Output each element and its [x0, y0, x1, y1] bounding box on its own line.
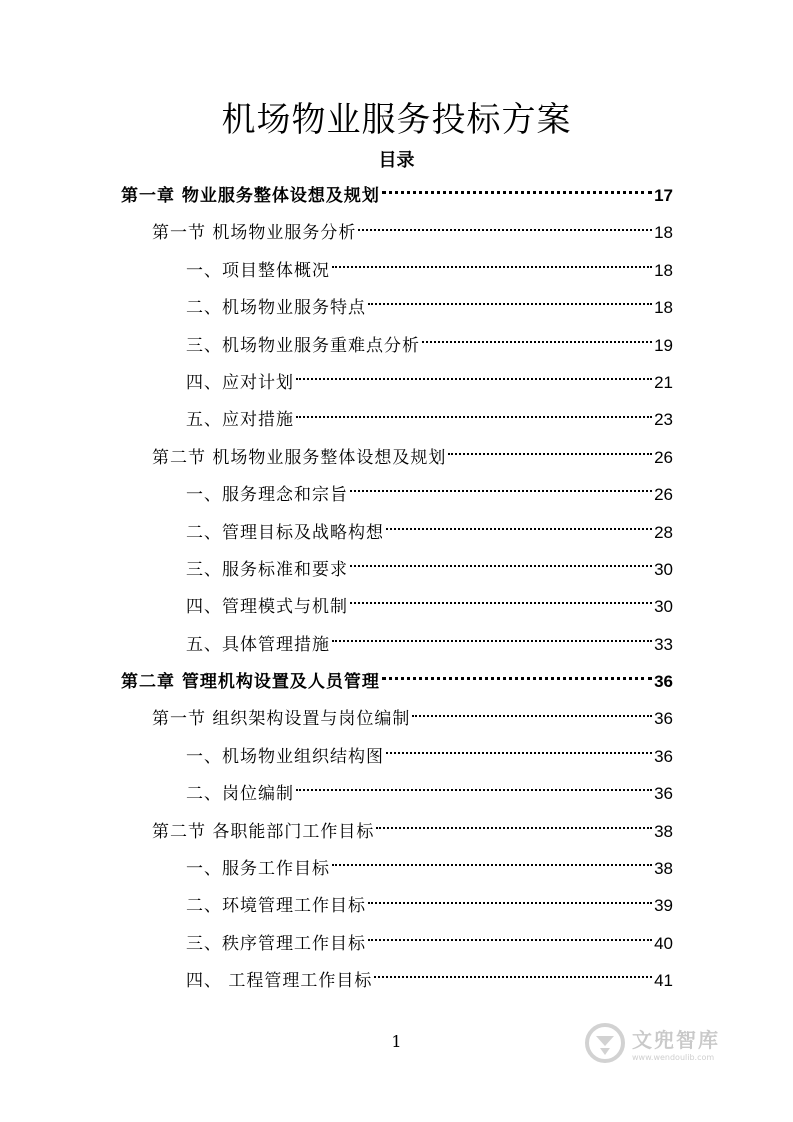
toc-entry-page: 36 — [654, 709, 673, 729]
toc-entry-label: 五、应对措施 — [186, 410, 294, 431]
toc-dot-leader — [368, 938, 652, 941]
toc-entry-page: 30 — [654, 597, 673, 617]
toc-dot-leader — [368, 901, 652, 904]
toc-dot-leader — [374, 975, 652, 978]
toc-chapter-entry[interactable] — [0, 177, 793, 214]
toc-entry-label: 第二节 各职能部门工作目标 — [152, 821, 375, 842]
toc-entry-label: 四、管理模式与机制 — [186, 597, 348, 618]
toc-entry-page: 41 — [654, 971, 673, 991]
toc-entry-label: 三、秩序管理工作目标 — [186, 933, 366, 954]
toc-section-entry[interactable] — [0, 214, 793, 251]
toc-entry-label: 二、机场物业服务特点 — [186, 298, 366, 319]
toc-entry-label: 一、服务理念和宗旨 — [186, 485, 348, 506]
toc-dot-leader — [332, 639, 652, 642]
toc-dot-leader — [412, 714, 652, 717]
toc-dot-leader — [358, 228, 652, 231]
toc-entry-label: 二、环境管理工作目标 — [186, 896, 366, 917]
toc-subsection-entry[interactable] — [0, 738, 793, 775]
toc-entry-label: 第一章 物业服务整体设想及规划 — [121, 186, 380, 206]
toc-entry-label: 第二章 管理机构设置及人员管理 — [121, 672, 380, 693]
toc-entry-page: 18 — [654, 223, 673, 243]
toc-entry-label: 第一节 机场物业服务分析 — [152, 223, 357, 244]
toc-entry-page: 26 — [654, 485, 673, 505]
toc-dot-leader — [422, 340, 652, 343]
document-title: 机场物业服务投标方案 — [221, 100, 572, 140]
toc-entry-page: 36 — [654, 784, 673, 804]
table-of-contents — [0, 177, 793, 1000]
toc-subsection-entry[interactable] — [0, 364, 793, 401]
toc-section-entry[interactable] — [0, 439, 793, 476]
toc-chapter-entry[interactable] — [0, 663, 793, 700]
toc-dot-leader — [350, 564, 652, 567]
toc-dot-leader — [350, 601, 652, 604]
toc-dot-leader — [386, 527, 652, 530]
toc-entry-page: 18 — [654, 298, 673, 318]
toc-entry-page: 38 — [654, 859, 673, 879]
toc-subsection-entry[interactable] — [0, 252, 793, 289]
toc-dot-leader — [368, 302, 652, 305]
toc-entry-label: 二、岗位编制 — [186, 784, 294, 805]
toc-entry-page: 39 — [654, 896, 673, 916]
toc-dot-leader — [382, 676, 652, 680]
toc-entry-label: 三、服务标准和要求 — [186, 559, 348, 580]
toc-subsection-entry[interactable] — [0, 775, 793, 812]
watermark-name: 文兜智库 — [632, 1028, 720, 1052]
toc-section-entry[interactable] — [0, 813, 793, 850]
watermark-logo-icon — [584, 1022, 626, 1064]
watermark — [584, 1016, 754, 1070]
toc-entry-label: 五、具体管理措施 — [186, 634, 330, 655]
toc-entry-label: 四、 工程管理工作目标 — [186, 971, 373, 992]
toc-entry-page: 21 — [654, 372, 673, 392]
toc-entry-label: 一、服务工作目标 — [186, 859, 330, 880]
toc-subsection-entry[interactable] — [0, 962, 793, 999]
toc-entry-page: 28 — [654, 522, 673, 542]
toc-entry-label: 二、管理目标及战略构想 — [186, 522, 384, 543]
toc-entry-page: 23 — [654, 410, 673, 430]
toc-entry-label: 一、项目整体概况 — [186, 260, 330, 281]
toc-subsection-entry[interactable] — [0, 289, 793, 326]
toc-entry-page: 33 — [654, 634, 673, 654]
page-number: 1 — [391, 1032, 402, 1051]
toc-entry-page: 30 — [654, 559, 673, 579]
toc-dot-leader — [296, 415, 652, 418]
toc-dot-leader — [332, 265, 652, 268]
toc-entry-page: 26 — [654, 447, 673, 467]
toc-dot-leader — [332, 863, 652, 866]
toc-subsection-entry[interactable] — [0, 588, 793, 625]
toc-subsection-entry[interactable] — [0, 925, 793, 962]
toc-section-entry[interactable] — [0, 700, 793, 737]
toc-dot-leader — [296, 377, 652, 380]
toc-subsection-entry[interactable] — [0, 514, 793, 551]
toc-entry-label: 第一节 组织架构设置与岗位编制 — [152, 709, 411, 730]
toc-subsection-entry[interactable] — [0, 476, 793, 513]
toc-dot-leader — [382, 190, 652, 194]
toc-subsection-entry[interactable] — [0, 551, 793, 588]
toc-dot-leader — [448, 452, 652, 455]
toc-entry-label: 四、应对计划 — [186, 372, 294, 393]
toc-entry-label: 第二节 机场物业服务整体设想及规划 — [152, 447, 447, 468]
toc-entry-page: 38 — [654, 821, 673, 841]
toc-subsection-entry[interactable] — [0, 887, 793, 924]
toc-dot-leader — [386, 751, 652, 754]
toc-subsection-entry[interactable] — [0, 626, 793, 663]
toc-subsection-entry[interactable] — [0, 850, 793, 887]
toc-dot-leader — [296, 788, 652, 791]
toc-dot-leader — [376, 826, 652, 829]
toc-entry-label: 三、机场物业服务重难点分析 — [186, 335, 420, 356]
toc-entry-page: 17 — [654, 186, 673, 205]
toc-dot-leader — [350, 489, 652, 492]
toc-entry-label: 一、机场物业组织结构图 — [186, 746, 384, 767]
toc-heading: 目录 — [378, 150, 415, 171]
toc-entry-page: 36 — [654, 672, 673, 692]
toc-entry-page: 19 — [654, 335, 673, 355]
toc-entry-page: 18 — [654, 260, 673, 280]
toc-entry-page: 36 — [654, 746, 673, 766]
toc-subsection-entry[interactable] — [0, 327, 793, 364]
toc-entry-page: 40 — [654, 933, 673, 953]
toc-subsection-entry[interactable] — [0, 401, 793, 438]
watermark-url: www.wendoulib.com — [632, 1053, 715, 1062]
